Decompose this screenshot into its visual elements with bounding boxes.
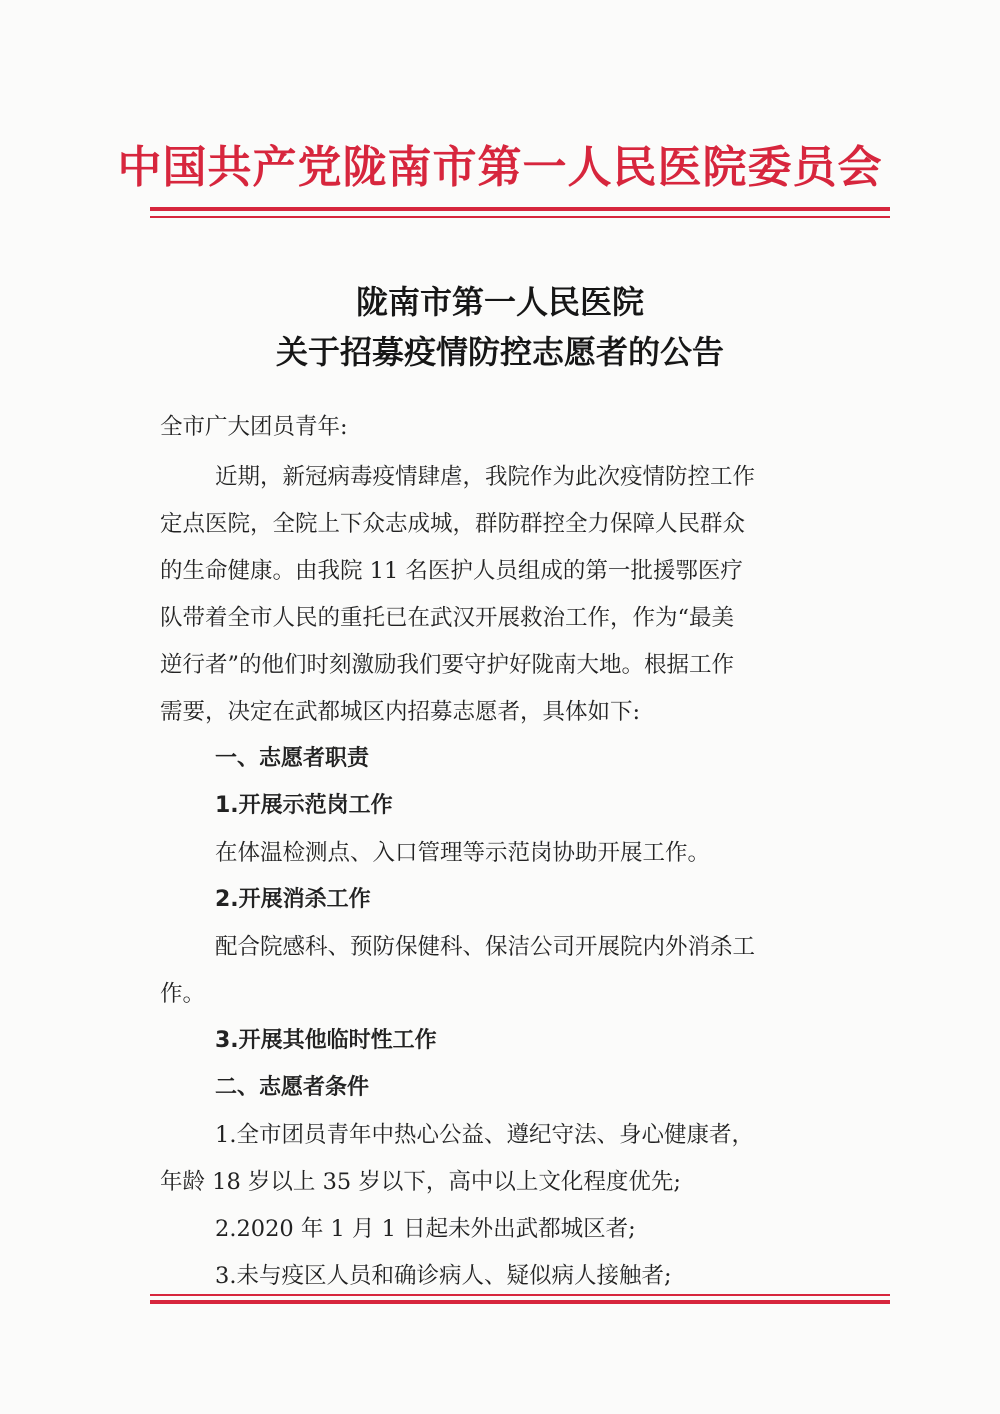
footer-rule-thin xyxy=(150,1294,890,1296)
condition-2: 2.2020 年 1 月 1 日起未外出武都城区者; xyxy=(215,1216,636,1242)
duty-item-1-title: 1.开展示范岗工作 xyxy=(215,793,393,818)
duty-item-2-title: 2.开展消杀工作 xyxy=(215,887,371,912)
duty-item-3-title: 3.开展其他临时性工作 xyxy=(215,1028,437,1053)
intro-line-6: 需要，决定在武都城区内招募志愿者，具体如下: xyxy=(160,699,641,725)
letterhead-rule-thick xyxy=(150,207,890,211)
duty-item-1-text: 在体温检测点、入口管理等示范岗协助开展工作。 xyxy=(215,840,711,866)
section-heading-conditions: 二、志愿者条件 xyxy=(215,1075,370,1100)
intro-line-3: 的生命健康。由我院 11 名医护人员组成的第一批援鄂医疗 xyxy=(160,558,743,584)
intro-line-2: 定点医院，全院上下众志成城，群防群控全力保障人民群众 xyxy=(160,511,746,537)
footer-rule-thick xyxy=(150,1300,890,1304)
intro-line-4: 队带着全市人民的重托已在武汉开展救治工作，作为“最美 xyxy=(160,605,735,631)
salutation: 全市广大团员青年: xyxy=(160,414,348,440)
condition-1-line1: 1.全市团员青年中热心公益、遵纪守法、身心健康者， xyxy=(215,1122,754,1148)
intro-line-1: 近期，新冠病毒疫情肆虐，我院作为此次疫情防控工作 xyxy=(215,464,756,490)
section-heading-duties: 一、志愿者职责 xyxy=(215,746,370,771)
intro-line-5: 逆行者”的他们时刻激励我们要守护好陇南大地。根据工作 xyxy=(160,652,735,678)
letterhead-rule-thin xyxy=(150,216,890,218)
duty-item-2-text-line1: 配合院感科、预防保健科、保洁公司开展院内外消杀工 xyxy=(215,934,756,960)
condition-3: 3.未与疫区人员和确诊病人、疑似病人接触者; xyxy=(215,1263,672,1289)
document-title-line2: 关于招募疫情防控志愿者的公告 xyxy=(275,333,724,371)
letterhead-org-name: 中国共产党陇南市第一人民医院委员会 xyxy=(117,142,883,193)
document-title-line1: 陇南市第一人民医院 xyxy=(355,283,644,321)
duty-item-2-text-line2: 作。 xyxy=(160,981,206,1007)
condition-1-line2: 年龄 18 岁以上 35 岁以下，高中以上文化程度优先; xyxy=(160,1169,681,1195)
